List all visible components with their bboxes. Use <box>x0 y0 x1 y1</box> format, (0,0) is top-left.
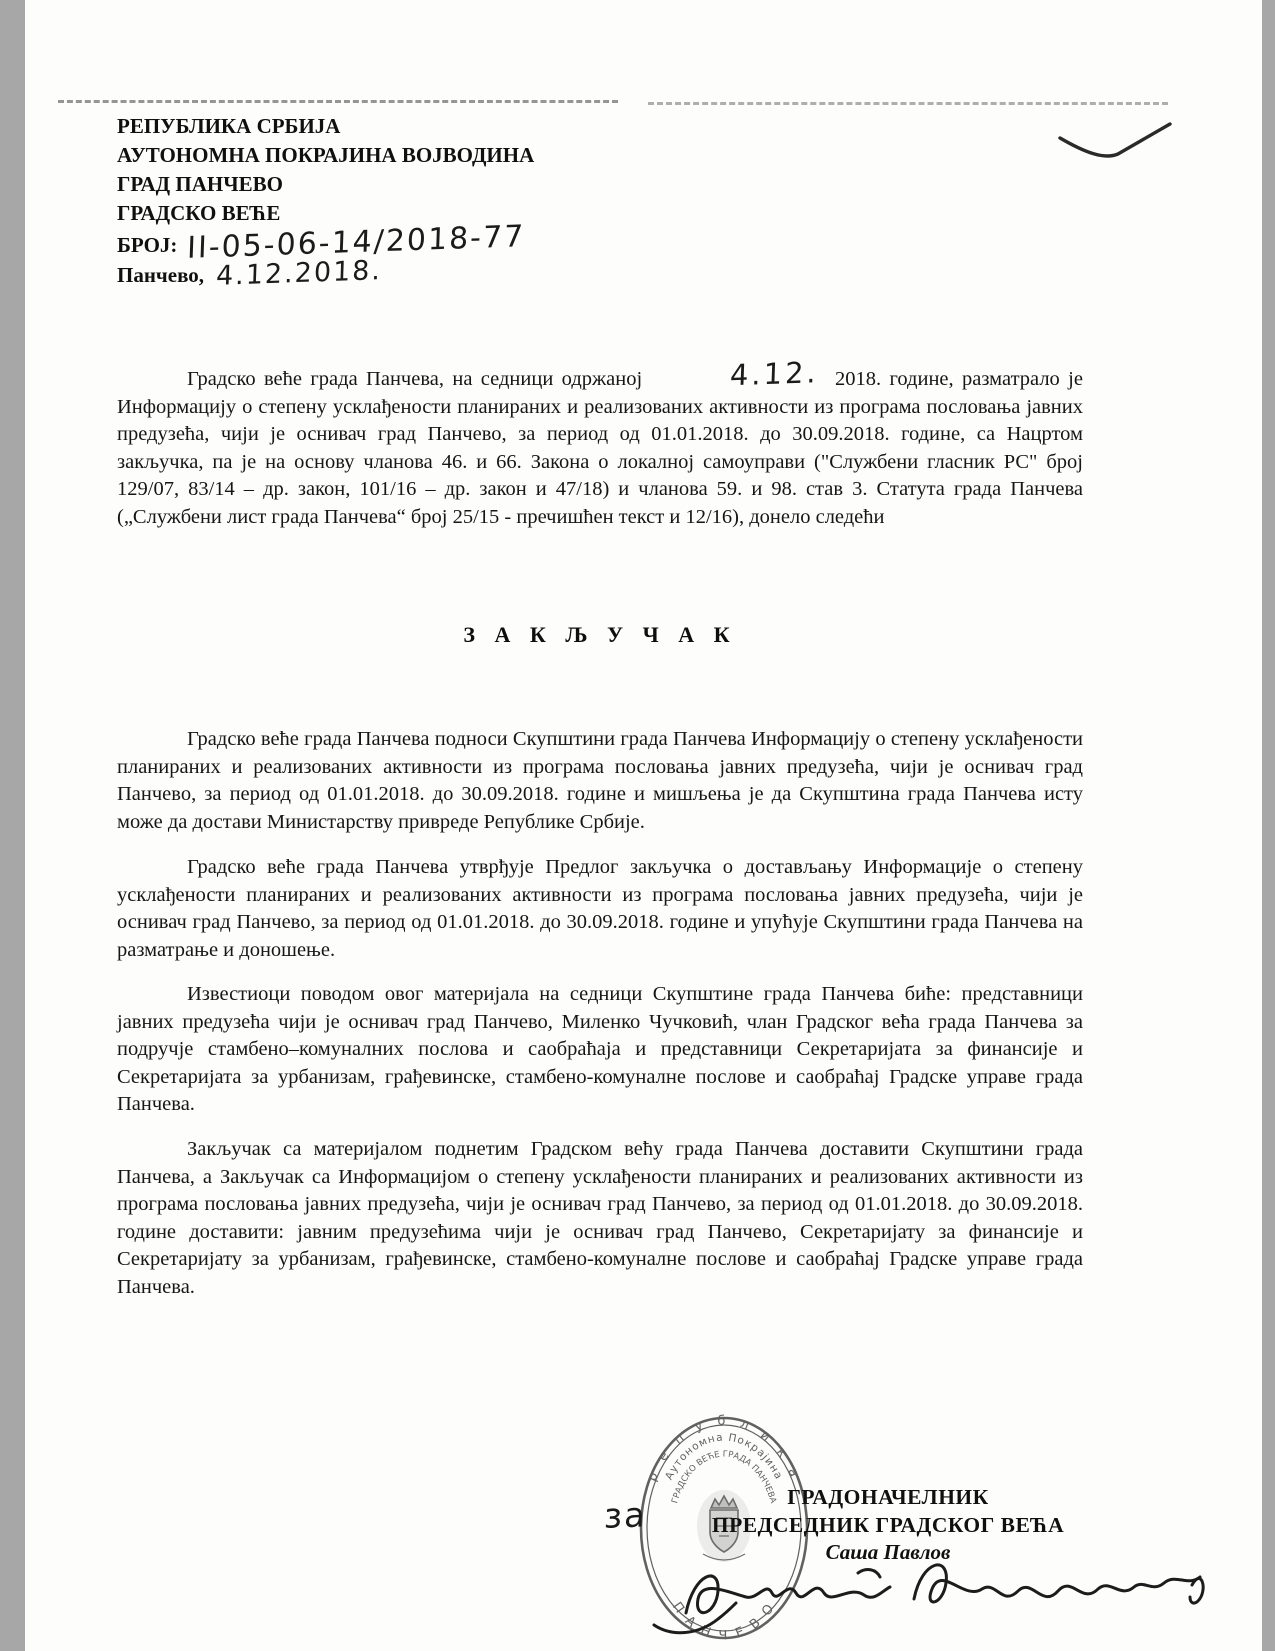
session-date-handwritten: 4.12. <box>729 355 820 393</box>
stamp-ring-bottom-text: П А Н Ч Е В О <box>669 1599 779 1644</box>
stamp-ring-inner-text: ГРАДСКО ВЕЋЕ ГРАДА ПАНЧЕВА <box>670 1449 778 1505</box>
pen-checkmark-icon <box>1056 118 1178 168</box>
scan-artifact-dashed-line <box>648 102 1168 105</box>
paragraph-4: Известиоци поводом овог материјала на седници Скупштине града Панчева биће: представници јавних предузећа чији је оснивач град Панчево, Миленко Чучковић, члан Градског већа града Панчева за подручје стамбено–комуналних послова и саобраћаја и представници Секретаријата за финансије и Секретаријата за урбанизам, грађевинске, стамбено-комуналне послове и саобраћај Градске управе града Панчева. <box>117 983 1083 1116</box>
document-number-row <box>117 219 534 266</box>
date-handwritten: 4.12.2018. <box>215 255 383 292</box>
signature-scribble <box>652 1533 1217 1651</box>
scanner-edge-right <box>1262 0 1275 1651</box>
za-note-handwritten: за <box>603 1495 648 1537</box>
letterhead-line-province: АУТОНОМНА ПОКРАЈИНА ВОЈВОДИНА <box>117 143 535 167</box>
place-date-row <box>117 255 534 292</box>
stamp-ring-middle-text: Аутономна Покрајина <box>663 1431 785 1482</box>
letterhead <box>117 112 534 290</box>
paragraph-3: Градско веће града Панчева утврђује Предлог закључка о достављању Информације о степену усклађености планираних и реализованих активности из програма пословања јавних предузећа, чији је оснивач град Панчево, за период од 01.01.2018. до 30.09.2018. године и упућује Скупштини града Панчева на разматрање и доношење. <box>117 856 1083 961</box>
document-number-handwritten: II-05-06-14/2018-77 <box>186 219 527 266</box>
letterhead-line-city: ГРАД ПАНЧЕВО <box>117 172 283 196</box>
signatory-title-president: ПРЕДСЕДНИК ГРАДСКОГ ВЕЋА <box>711 1513 1065 1537</box>
document-number-label: БРОЈ: <box>117 233 178 257</box>
paragraph-1-before-date: Градско веће града Панчева, на седници одржаној <box>187 368 643 390</box>
signatory-name: Саша Павлов <box>825 1540 951 1564</box>
paragraph-1 <box>117 355 1083 532</box>
paragraph-5: Закључак са материјалом поднетим Градском већу града Панчева доставити Скупштини града Панчева, а Закључак са Информацијом о степену усклађености планираних и реализованих активности из програма пословања јавних предузећа, чији је оснивач град Панчево, за период од 01.01.2018. до 30.09.2018. године доставити: јавним предузећима чији је оснивач град Панчево, Секретаријату за финансије и Секретаријату за урбанизам, грађевинске, стамбено-комуналне послове и саобраћај Градске управе града Панчева. <box>117 1138 1083 1298</box>
scanner-edge-left <box>0 0 25 1651</box>
stamp-ring-outer-top-text: р е п у б л и к а <box>644 1413 804 1484</box>
paragraph-2: Градско веће града Панчева подноси Скупштини града Панчева Информацију о степену усклађености планираних и реализованих активности из програма пословања јавних предузећа, чији је оснивач град Панчево, за период од 01.01.2018. до 30.09.2018. године и мишљења је да Скупштина града Панчева исту може да достави Министарству привреде Републике Србије. <box>117 728 1083 833</box>
place-label: Панчево, <box>117 263 205 287</box>
scan-artifact-dashed-line <box>58 100 618 103</box>
document-title: З А К Љ У Ч А К <box>463 622 737 647</box>
letterhead-line-republic: РЕПУБЛИКА СРБИЈА <box>117 114 341 138</box>
signatory-title-mayor: ГРАДОНАЧЕЛНИК <box>787 1485 989 1509</box>
letterhead-line-council: ГРАДСКО ВЕЋЕ <box>117 201 281 225</box>
paragraph-1-after-date: 2018. године, разматрало је Информацију о степену усклађености планираних и реализованих активности из програма пословања јавних предузећа, чији је оснивач град Панчево, за период од 01.01.2018. до 30.09.2018. године, са Нацртом закључка, па је на основу чланова 46. и 66. Закона о локалној самоуправи ("Службени гласник РС" број 129/07, 83/14 – др. закон, 101/16 – др. закон и 47/18) и чланова 59. и 98. став 3. Статута града Панчева („Службени лист града Панчева“ број 25/15 - пречишћен текст и 12/16), донело следећи <box>117 368 1083 528</box>
